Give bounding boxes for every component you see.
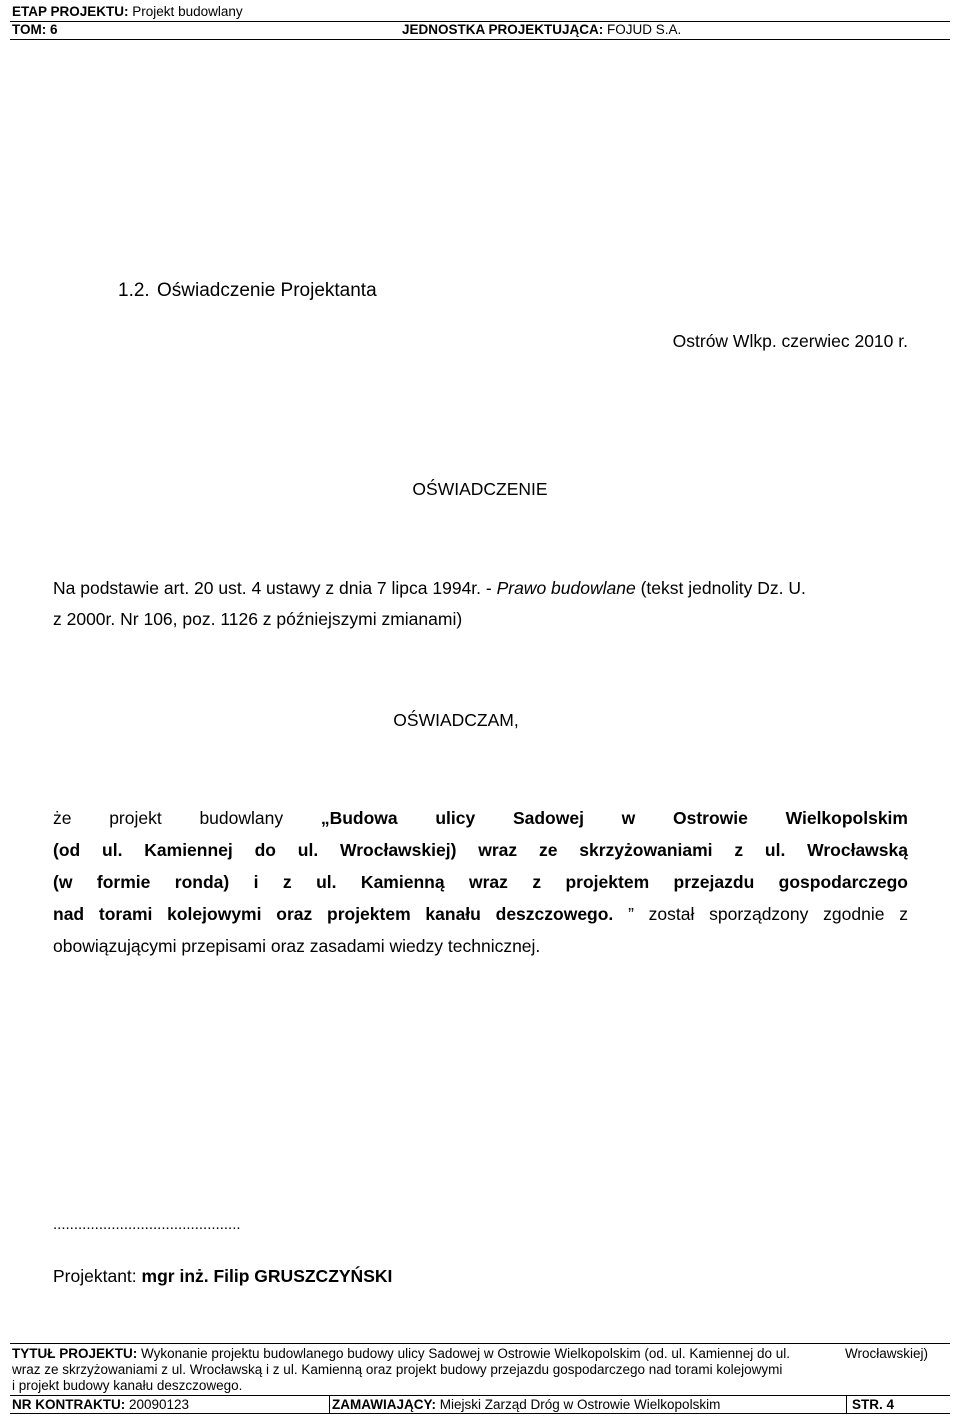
place-date: Ostrów Wlkp. czerwiec 2010 r. (672, 331, 908, 351)
signature-dots: ............................................. (53, 1216, 241, 1233)
declare-heading: OŚWIADCZAM, (393, 710, 519, 730)
section-title-text: Oświadczenie Projektanta (156, 280, 377, 301)
legal-basis-line-1 (53, 578, 806, 599)
footer-title-line-3: i projekt budowy kanału deszczowego. (12, 1378, 243, 1393)
legal-basis-line-2: z 2000r. Nr 106, poz. 1126 z późniejszymi zmianami) (53, 609, 463, 629)
section-title (118, 280, 377, 302)
footer-top-line (10, 1343, 950, 1344)
contract-label: NR KONTRAKTU: (12, 1397, 126, 1412)
header-unit-label: JEDNOSTKA PROJEKTUJĄCA: (402, 22, 604, 37)
header-stage-value: Projekt budowlany (132, 4, 243, 19)
declaration-line-1 (53, 808, 908, 829)
footer-title-text: Wykonanie projektu budowlanego budowy ulicy Sadowej w Ostrowie Wielkopolskim (od. ul. Kamiennej do ul. (137, 1346, 790, 1361)
footer-client (332, 1397, 720, 1413)
page-number: 4 (882, 1397, 895, 1412)
footer-title-line-1 (12, 1346, 790, 1362)
legal-basis-text-end: (tekst jednolity Dz. U. (635, 578, 806, 598)
law-name: Prawo budowlane (496, 578, 636, 598)
footer-mid-line (10, 1395, 950, 1396)
page-label: STR. (852, 1397, 883, 1412)
header-unit (402, 22, 681, 38)
statement-heading: OŚWIADCZENIE (412, 479, 548, 499)
section-number: 1.2. (118, 280, 150, 301)
declaration-line-4 (53, 904, 908, 925)
designer-name: mgr inż. Filip GRUSZCZYŃSKI (141, 1266, 393, 1286)
contract-value: 20090123 (125, 1397, 190, 1412)
footer-divider-1 (329, 1395, 330, 1414)
signature (53, 1266, 392, 1287)
declaration-continuation: ” został sporządzony zgodnie z (628, 904, 908, 924)
header-unit-value: FOJUD S.A. (607, 22, 682, 37)
declaration-line-3: (w formie ronda) i z ul. Kamienną wraz z projektem przejazdu gospodarczego (53, 872, 908, 892)
signature-label: Projektant: (53, 1266, 142, 1286)
footer-page (852, 1397, 894, 1413)
header-stage-label: ETAP PROJEKTU: (12, 4, 129, 19)
header-bottom-line (10, 39, 950, 40)
header-volume-value: 6 (50, 22, 58, 37)
header-volume-label: TOM: (12, 22, 47, 37)
declaration-intro: że projekt budowlany (53, 808, 321, 828)
project-title-start: „Budowa ulicy Sadowej w Ostrowie Wielkopolskim (320, 808, 908, 828)
footer-bottom-line (10, 1413, 950, 1414)
footer-title-line-1-end: Wrocławskiej) (845, 1346, 929, 1361)
client-label: ZAMAWIAJĄCY: (332, 1397, 436, 1412)
header-volume (12, 22, 58, 38)
header-stage (12, 4, 243, 20)
footer-title-label: TYTUŁ PROJEKTU: (12, 1346, 138, 1361)
project-title-end: nad torami kolejowymi oraz projektem kanału deszczowego. (53, 904, 614, 924)
footer-title-line-2: wraz ze skrzyżowaniami z ul. Wrocławską i z ul. Kamienną oraz projekt budowy przejazdu gospodarczego nad torami kolejowymi (12, 1362, 783, 1377)
declaration-line-2: (od ul. Kamiennej do ul. Wrocławskiej) wraz ze skrzyżowaniami z ul. Wrocławską (53, 840, 908, 860)
footer-contract (12, 1397, 189, 1413)
declaration-line-5: obowiązującymi przepisami oraz zasadami wiedzy technicznej. (53, 936, 541, 956)
footer-divider-2 (846, 1395, 847, 1414)
client-value: Miejski Zarząd Dróg w Ostrowie Wielkopolskim (436, 1397, 721, 1412)
legal-basis-text: Na podstawie art. 20 ust. 4 ustawy z dnia 7 lipca 1994r. - (53, 578, 497, 598)
